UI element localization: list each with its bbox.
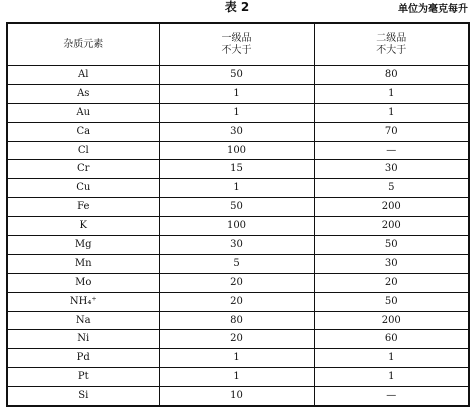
cell-grade1: 15 (159, 160, 314, 179)
cell-grade1: 20 (159, 330, 314, 349)
cell-grade2: 1 (314, 349, 469, 368)
cell-element: As (7, 84, 159, 103)
cell-grade1: 30 (159, 236, 314, 255)
table-row (7, 84, 469, 103)
column-header-grade1-line2: 不大于 (221, 44, 252, 56)
cell-element: Cl (7, 141, 159, 160)
cell-grade2: 80 (314, 66, 469, 85)
cell-element: Na (7, 311, 159, 330)
cell-grade2: 200 (314, 198, 469, 217)
cell-grade2: — (314, 387, 469, 406)
cell-element: NH₄⁺ (7, 292, 159, 311)
cell-grade2: 5 (314, 179, 469, 198)
cell-element: Mo (7, 273, 159, 292)
table-row (7, 368, 469, 387)
cell-element: Au (7, 103, 159, 122)
column-header-grade2-line2: 不大于 (376, 44, 407, 56)
cell-grade1: 50 (159, 198, 314, 217)
table-row (7, 198, 469, 217)
cell-element: Fe (7, 198, 159, 217)
cell-grade1: 100 (159, 141, 314, 160)
table-row (7, 217, 469, 236)
unit-note: 单位为毫克每升 (398, 4, 468, 15)
table-row (7, 254, 469, 273)
table-row (7, 349, 469, 368)
impurity-table (6, 22, 470, 407)
table-row (7, 160, 469, 179)
cell-grade1: 1 (159, 103, 314, 122)
cell-grade1: 10 (159, 387, 314, 406)
cell-element: Mn (7, 254, 159, 273)
table-row (7, 273, 469, 292)
cell-grade1: 100 (159, 217, 314, 236)
cell-grade2: 70 (314, 122, 469, 141)
table-row (7, 66, 469, 85)
cell-grade1: 5 (159, 254, 314, 273)
cell-grade1: 20 (159, 273, 314, 292)
table-row (7, 122, 469, 141)
cell-grade1: 1 (159, 179, 314, 198)
cell-grade2: 1 (314, 103, 469, 122)
cell-element: Pd (7, 349, 159, 368)
cell-grade1: 30 (159, 122, 314, 141)
cell-grade2: 30 (314, 160, 469, 179)
column-header-grade1-line1: 一级品 (221, 32, 252, 44)
cell-element: Al (7, 66, 159, 85)
cell-grade2: 20 (314, 273, 469, 292)
cell-grade1: 1 (159, 84, 314, 103)
table-body (7, 66, 469, 407)
column-header-grade2 (314, 23, 469, 66)
cell-grade2: 50 (314, 236, 469, 255)
cell-grade2: 60 (314, 330, 469, 349)
cell-grade1: 20 (159, 292, 314, 311)
cell-element: Mg (7, 236, 159, 255)
cell-grade1: 1 (159, 349, 314, 368)
cell-grade2: 200 (314, 311, 469, 330)
table-header-row (7, 23, 469, 66)
cell-element: Ca (7, 122, 159, 141)
table-row (7, 311, 469, 330)
table-row (7, 179, 469, 198)
cell-grade2: 50 (314, 292, 469, 311)
column-header-grade1 (159, 23, 314, 66)
column-header-element: 杂质元素 (7, 23, 159, 66)
table-row (7, 387, 469, 406)
column-header-grade2-line1: 二级品 (376, 32, 407, 44)
table-row (7, 103, 469, 122)
cell-element: Pt (7, 368, 159, 387)
cell-grade2: 200 (314, 217, 469, 236)
cell-grade1: 80 (159, 311, 314, 330)
table-row (7, 330, 469, 349)
cell-grade1: 50 (159, 66, 314, 85)
cell-grade2: 30 (314, 254, 469, 273)
table-row (7, 292, 469, 311)
cell-grade2: — (314, 141, 469, 160)
cell-grade2: 1 (314, 368, 469, 387)
cell-element: Ni (7, 330, 159, 349)
cell-element: Cr (7, 160, 159, 179)
cell-element: Cu (7, 179, 159, 198)
cell-grade2: 1 (314, 84, 469, 103)
cell-element: Si (7, 387, 159, 406)
table-row (7, 236, 469, 255)
table-row (7, 141, 469, 160)
cell-grade1: 1 (159, 368, 314, 387)
cell-element: K (7, 217, 159, 236)
table-caption: 表 2 (224, 0, 250, 14)
